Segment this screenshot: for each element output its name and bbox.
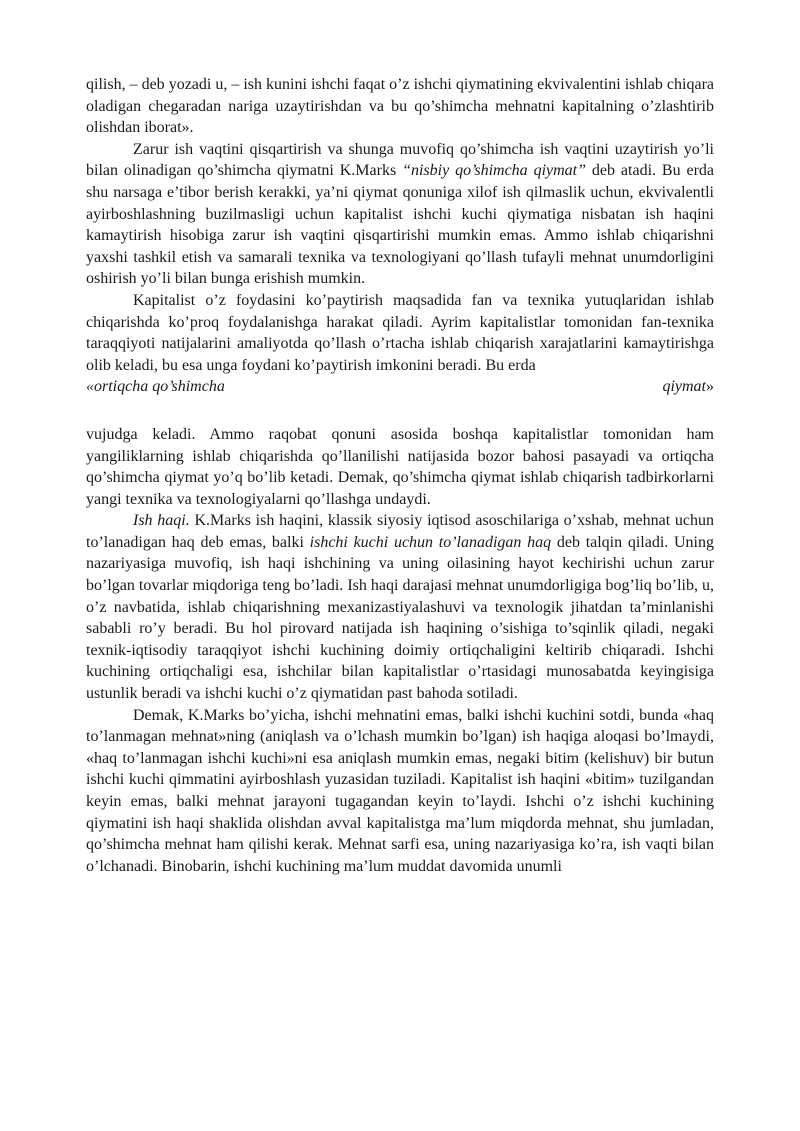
paragraph-3: [86, 290, 714, 376]
relative-surplus-value-term: “nisbiy qo’shimcha qiymat”: [402, 162, 587, 180]
paragraph-5: [86, 510, 714, 704]
paragraph-6-text: Demak, K.Marks bo’yicha, ishchi mehnatini emas, balki ishchi kuchini sotdi, bunda «haq to’lanmagan mehnat»ning (aniqlash va o’lchash mumkin bo’lgan) ish haqiga aloqasi bo’lmaydi, «haq to’lanmagan ishchi kuchi»ni esa aniqlash mumkin emas, negaki bitim (kelishuv) bir butun ishchi kuchi qimmatini ayirboshlash yuzasidan tuziladi. Kapitalist ish haqini «bitim» tuzilgandan keyin emas, balki mehnat jarayoni tugagandan keyin to’laydi. Ishchi o’z ishchi kuchining qiymatini ish haqi shaklida olishdan avval kapitalistga ma’lum miqdorda mehnat, shu jumladan, qo’shimcha mehnat ham qilishi kerak. Mehnat sarfi esa, uning nazariyasiga ko’ra, ish vaqti bilan o’lchanadi. Binobarin, ishchi kuchining ma’lum muddat davomida unumli: [86, 706, 714, 875]
paragraph-3-text: Kapitalist o’z foydasini ko’paytirish maqsadida fan va texnika yutuqlaridan ishlab chiqarishda ko’proq foydalanishga harakat qiladi. Ayrim kapitalistlar tomonidan fan-texnika taraqqiyoti natijalarini amaliyotda qo’llash o’rtacha ishlab chiqarish xarajatlarini kamaytirishga olib keladi, bu esa unga foydani ko’paytirish imkonini beradi. Bu erda: [86, 291, 714, 374]
paragraph-5-text-b: deb talqin qiladi. Uning nazariyasiga muvofiq, ish haqi ishchining va uning oilasining hayot kechirishi uchun zarur bo’lgan tovarlar miqdoriga teng bo’ladi. Ish haqi darajasi mehnat unumdorligiga bog’liq bo’lib, u, o’z navbatida, ishlab chiqarishning mexanizastiyalashuvi va texnologik jihatdan ta’minlanishi sababli ro’y beradi. Bu hol pirovard natijada ish haqining o’sishiga to’sqinlik qiladi, negaki texnik-iqtisodiy taraqqiyot ishchi kuchining doimiy ortiqchaligini keltirib chiqaradi. Ishchi kuchining ortiqchaligi esa, ishchilar bilan kapitalistlar o’rtasidagi munosabatda keyingisiga ustunlik beradi va ishchi kuchi o’z qiymatidan past bahoda sotiladi.: [86, 533, 715, 703]
paragraph-5-text-a: K.Marks ish haqini, klassik siyosiy iqtisod asoschilariga o’xshab, mehnat uchun to’lanadigan haq deb emas, balki: [86, 512, 715, 551]
excess-surplus-term-left: «ortiqcha qo’shimcha: [86, 378, 225, 396]
paragraph-4-text: vujudga keladi. Ammo raqobat qonuni asosida boshqa kapitalistlar tomonidan ham yangiliklarning ishlab chiqarishda qo’llanilishi natijasida bozor bahosi pasayadi va ortiqcha qo’shimcha qiymat yo’q bo’lib ketadi. Demak, qo’shimcha qiymat ishlab chiqarish tadbirkorlarni yangi texnika va texnologiyalarni qo’llashga undaydi.: [86, 425, 714, 508]
paragraph-1: [86, 74, 714, 139]
document-body: [86, 74, 714, 877]
paragraph-2: [86, 139, 714, 290]
labor-power-payment-term: ishchi kuchi uchun to’lanadigan haq: [309, 533, 552, 551]
paragraph-2-text-a: Zarur ish vaqtini qisqartirish va shunga muvofiq qo’shimcha ish vaqtini uzaytirish yo’li bilan olinadigan qo’shimcha qiymatni K.Marks: [86, 140, 714, 180]
paragraph-4: [86, 424, 714, 510]
paragraph-1-text: qilish, – deb yozadi u, – ish kunini ishchi faqat o’z ishchi qiymatining ekvivalentini ishlab chiqara oladigan chegaradan nariga uzaytirishdan va bu qo’shimcha mehnatni kapitalning o’zlashtirib olishdan iborat».: [86, 76, 714, 137]
excess-surplus-term-right: qiymat»: [662, 378, 714, 396]
paragraph-6: [86, 705, 714, 878]
excess-surplus-value-line: [86, 376, 714, 398]
section-heading-wage: Ish haqi.: [133, 512, 190, 530]
paragraph-2-text-b: deb atadi. Bu erda shu narsaga e’tibor berish kerakki, ya’ni qiymat qonuniga xilof ish qilmaslik uchun, ekvivalentli ayirboshlashning buzilmasligi uchun kapitalist ishchi kuchi qiymatiga nisbatan ish haqini kamaytirish hisobiga zarur ish vaqtini qisqartirishi mumkin emas. Ammo ishlab chiqarishni yaxshi tashkil etish va samarali texnika va texnologiyani qo’llash tufayli mehnat unumdorligini oshirish yo’li bilan bunga erishish mumkin.: [86, 162, 714, 288]
